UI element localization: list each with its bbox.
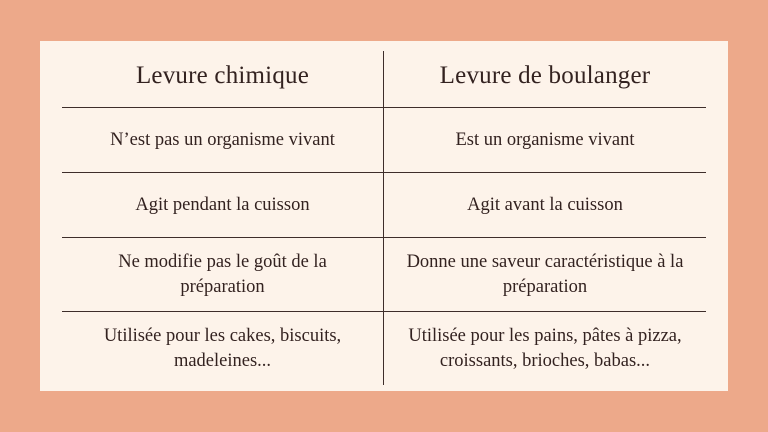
table-row bbox=[62, 107, 706, 172]
table-row bbox=[62, 172, 706, 237]
table-cell-right bbox=[384, 238, 706, 311]
table-cell-text: Ne modifie pas le goût de la préparation bbox=[118, 252, 327, 297]
table-cell-text: Agit avant la cuisson bbox=[467, 194, 623, 215]
table-cell-left bbox=[62, 238, 384, 311]
table-header-row bbox=[62, 51, 706, 107]
table-cell-right bbox=[384, 108, 706, 172]
table-cell-text: Utilisée pour les pains, pâtes à pizza, croissants, brioches, babas... bbox=[408, 326, 682, 371]
header-label-levure-de-boulanger: Levure de boulanger bbox=[439, 61, 651, 89]
table-cell-right bbox=[384, 173, 706, 237]
table-cell-right bbox=[384, 312, 706, 385]
comparison-table bbox=[62, 51, 706, 381]
table-cell-left bbox=[62, 108, 384, 172]
table-header-cell-right bbox=[384, 51, 706, 107]
table-row bbox=[62, 237, 706, 311]
comparison-card bbox=[40, 41, 728, 391]
table-cell-text: Agit pendant la cuisson bbox=[135, 194, 310, 215]
table-cell-text: Utilisée pour les cakes, biscuits, madeleines... bbox=[103, 326, 342, 371]
table-cell-left bbox=[62, 173, 384, 237]
table-cell-text: N’est pas un organisme vivant bbox=[110, 129, 335, 150]
table-header-cell-left bbox=[62, 51, 384, 107]
table-cell-text: Donne une saveur caractéristique à la préparation bbox=[406, 252, 684, 297]
table-row bbox=[62, 311, 706, 385]
table-cell-left bbox=[62, 312, 384, 385]
table-cell-text: Est un organisme vivant bbox=[455, 129, 635, 150]
header-label-levure-chimique: Levure chimique bbox=[135, 61, 310, 89]
